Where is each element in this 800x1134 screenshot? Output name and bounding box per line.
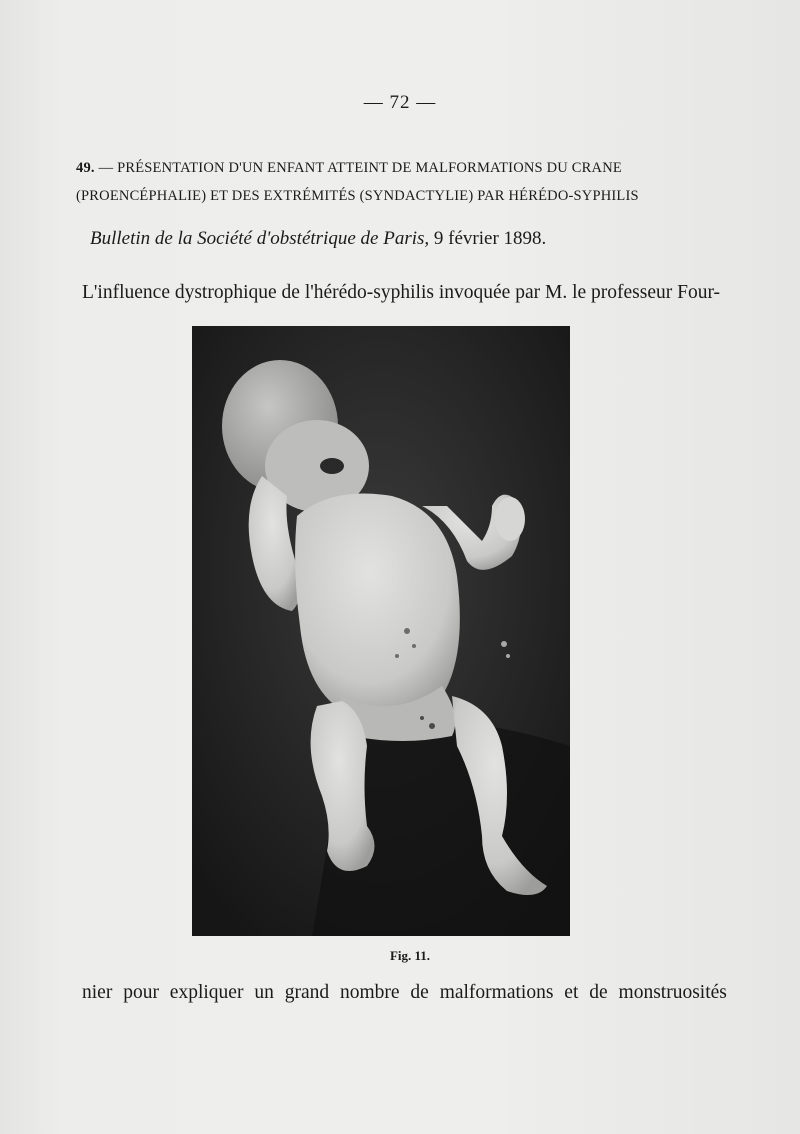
article-title-line-2: (PROENCÉPHALIE) ET DES EXTRÉMITÉS (SYNDACTYLIE) PAR HÉRÉDO-SYPHILIS <box>76 188 639 204</box>
figure-photograph <box>192 326 570 936</box>
body-text-line: L'influence dystrophique de l'hérédo-syphilis invoquée par M. le professeur Four- <box>82 282 721 303</box>
infant-torso-shape <box>295 494 460 719</box>
citation <box>90 228 546 250</box>
citation-journal: Bulletin de la Société d'obstétrique de Paris, <box>90 228 430 249</box>
article-title-text: — PRÉSENTATION D'UN ENFANT ATTEINT DE MALFORMATIONS DU CRANE <box>98 160 622 176</box>
body-text-line: nier pour expliquer un grand nombre de malformations et de monstruosités <box>82 982 727 1003</box>
article-title-line-1 <box>76 160 700 177</box>
citation-date: 9 février 1898. <box>429 228 547 249</box>
page-number: — 72 — <box>363 92 437 113</box>
article-number: 49. <box>76 160 95 176</box>
figure-caption: Fig. 11. <box>389 948 431 963</box>
infant-photograph-illustration <box>192 326 570 936</box>
